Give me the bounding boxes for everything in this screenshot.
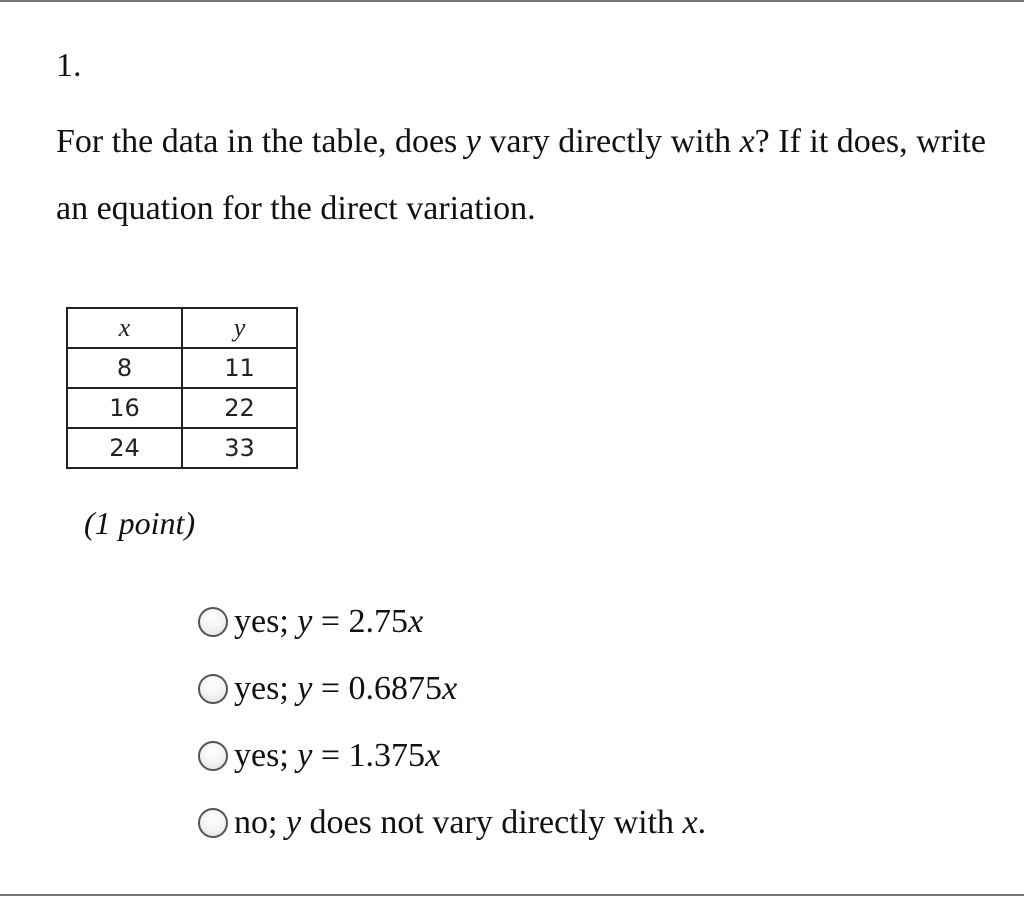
option-end: . [697,803,707,841]
top-divider [0,0,1024,2]
answer-option-c[interactable] [198,722,706,789]
cell-x: 24 [67,428,182,468]
answer-option-label [234,669,457,709]
option-lead: yes; [234,736,298,774]
option-var-x: x [442,669,458,707]
prompt-text-2: vary directly with [480,123,740,160]
question-number: 1. [56,47,82,84]
option-mid: = 2.75 [312,602,409,640]
answer-option-label [234,803,706,843]
answer-option-label [234,736,440,776]
prompt-text-1: For the data in the table, does [56,123,466,160]
option-var-y: y [285,803,302,841]
cell-y: 33 [182,428,297,468]
header-y: y [182,308,297,348]
option-var-y: y [297,602,313,640]
answer-option-label [234,602,423,642]
option-mid: = 1.375 [312,736,426,774]
option-mid: = 0.6875 [312,669,443,707]
point-value: (1 point) [84,505,196,541]
table-header-row [67,308,297,348]
option-var-x: x [682,803,698,841]
cell-y: 22 [182,388,297,428]
table-row [67,388,297,428]
radio-button-icon[interactable] [198,808,228,838]
radio-button-icon[interactable] [198,607,228,637]
xy-data-table [66,307,298,469]
answer-options [198,588,706,856]
answer-option-a[interactable] [198,588,706,655]
table-row [67,348,297,388]
cell-x: 16 [67,388,182,428]
option-var-x: x [408,602,424,640]
cell-x: 8 [67,348,182,388]
prompt-var-y: y [465,123,481,160]
radio-button-icon[interactable] [198,674,228,704]
table-row [67,428,297,468]
radio-button-icon[interactable] [198,741,228,771]
option-lead: yes; [234,602,298,640]
option-lead: yes; [234,669,298,707]
header-x: x [67,308,182,348]
prompt-var-x: x [739,123,755,160]
question-prompt [56,108,996,242]
option-var-x: x [425,736,441,774]
option-lead: no; [234,803,286,841]
option-var-y: y [297,736,313,774]
option-var-y: y [297,669,313,707]
option-mid: does not vary directly with [301,803,683,841]
cell-y: 11 [182,348,297,388]
prompt-text-3: ? If it does, write an equation for the direct variation. [56,123,986,227]
bottom-divider [0,894,1024,896]
answer-option-b[interactable] [198,655,706,722]
answer-option-d[interactable] [198,789,706,856]
